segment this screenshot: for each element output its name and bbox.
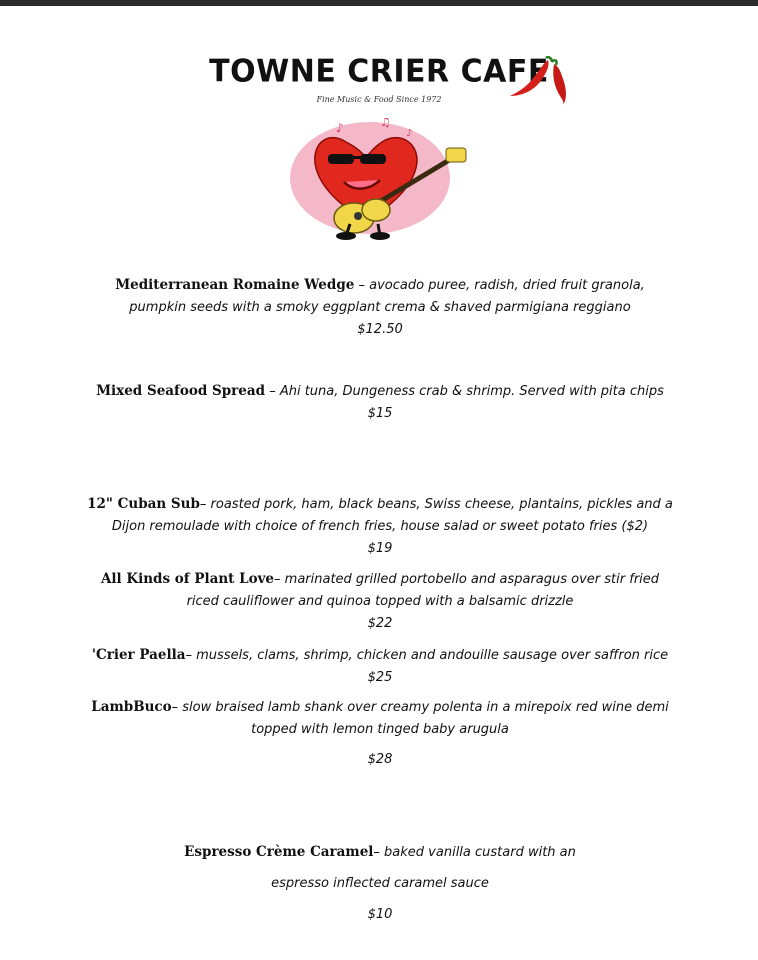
item-description: – Ahi tuna, Dungeness crab & shrimp. Served with pita chips — [265, 384, 664, 399]
svg-text:♪: ♪ — [406, 128, 413, 139]
item-description: – avocado puree, radish, dried fruit granola, — [354, 278, 645, 293]
heart-guitar-mascot-icon — [288, 118, 473, 248]
logo-title — [0, 54, 758, 89]
menu-item — [30, 696, 730, 771]
item-description: pumpkin seeds with a smoky eggplant crema & shaved parmigiana reggiano — [129, 300, 631, 315]
menu-item — [30, 644, 730, 689]
item-description: riced cauliflower and quinoa topped with a balsamic drizzle — [186, 594, 574, 609]
menu-item — [30, 274, 730, 341]
item-name: LambBuco — [91, 699, 172, 715]
menu-item — [30, 493, 730, 560]
item-price: $19 — [367, 541, 393, 556]
menu-page — [0, 6, 758, 960]
item-name: Espresso Crème Caramel — [184, 844, 374, 860]
item-description: – slow braised lamb shank over creamy polenta in a mirepoix red wine demi — [171, 700, 669, 715]
item-description: – mussels, clams, shrimp, chicken and andouille sausage over saffron rice — [185, 648, 669, 663]
item-name: 12" Cuban Sub — [87, 496, 200, 512]
cafe-name: TOWNE CRIER CAFE — [209, 53, 549, 90]
item-description: – baked vanilla custard with an — [373, 845, 576, 860]
item-name: Mixed Seafood Spread — [96, 383, 266, 399]
item-description: – marinated grilled portobello and asparagus over stir fried — [274, 572, 660, 587]
item-price: $22 — [367, 616, 393, 631]
menu-item — [30, 380, 730, 425]
item-description: espresso inflected caramel sauce — [271, 876, 489, 891]
item-price: $10 — [367, 907, 393, 922]
item-name: Mediterranean Romaine Wedge — [115, 277, 355, 293]
menu-item — [30, 568, 730, 635]
item-price: $12.50 — [357, 322, 403, 337]
svg-text:♫: ♫ — [380, 118, 391, 129]
item-price: $25 — [367, 670, 393, 685]
item-description: topped with lemon tinged baby arugula — [251, 722, 509, 737]
item-description: Dijon remoulade with choice of french fries, house salad or sweet potato fries ($2) — [111, 519, 649, 534]
tagline: Fine Music & Food Since 1972 — [316, 95, 442, 104]
svg-text:♪: ♪ — [336, 121, 344, 135]
item-price: $15 — [367, 406, 393, 421]
item-name: All Kinds of Plant Love — [100, 571, 275, 587]
item-price: $28 — [367, 752, 393, 767]
item-name: 'Crier Paella — [91, 647, 186, 663]
menu-item — [30, 841, 730, 926]
item-description: – roasted pork, ham, black beans, Swiss cheese, plantains, pickles and a — [199, 497, 673, 512]
